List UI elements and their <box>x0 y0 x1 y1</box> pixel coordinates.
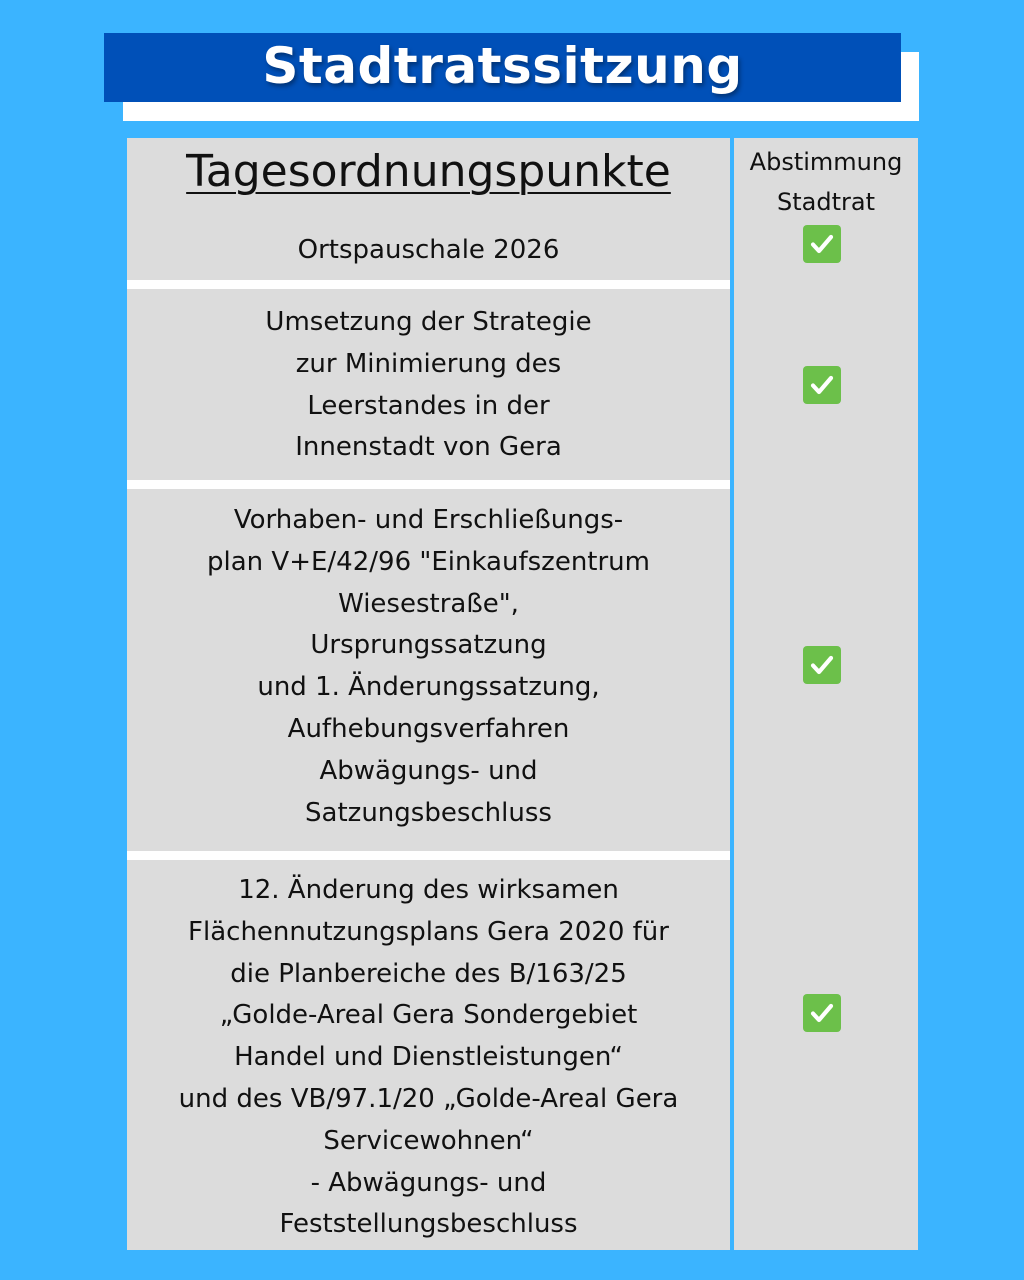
agenda-item-line: Flächennutzungsplans Gera 2020 für <box>188 916 669 947</box>
agenda-row-1 <box>127 138 730 280</box>
vote-header-line: Abstimmung <box>749 148 903 176</box>
agenda-item-line: Aufhebungsverfahren <box>287 713 570 744</box>
agenda-item-1-text <box>127 230 730 272</box>
agenda-item-line: Ursprungssatzung <box>310 630 547 661</box>
agenda-item-line: plan V+E/42/96 "Einkaufszentrum <box>207 546 650 577</box>
agenda-item-3-text <box>127 500 730 834</box>
agenda-row-3 <box>127 489 730 851</box>
agenda-item-line: Satzungsbeschluss <box>305 797 552 828</box>
agenda-item-line: Innenstadt von Gera <box>295 432 562 463</box>
agenda-item-line: Ortspauschale 2026 <box>297 235 560 265</box>
checkmark-glyph <box>807 998 837 1028</box>
checkmark-glyph <box>807 370 837 400</box>
agenda-item-line: Handel und Dienstleistungen“ <box>234 1042 623 1073</box>
vote-column <box>734 138 918 1250</box>
agenda-item-line: Vorhaben- und Erschließungs- <box>233 505 624 535</box>
check-icon <box>803 994 841 1032</box>
agenda-item-line: „Golde-Areal Gera Sondergebiet <box>219 1000 638 1031</box>
agenda-item-line: 12. Änderung des wirksamen <box>238 875 619 905</box>
checkmark-glyph <box>807 229 837 259</box>
checkmark-glyph <box>807 650 837 680</box>
agenda-item-line: Feststellungsbeschluss <box>279 1209 578 1240</box>
check-icon <box>803 646 841 684</box>
check-icon <box>803 225 841 263</box>
agenda-item-line: und des VB/97.1/20 „Golde-Areal Gera <box>178 1083 679 1114</box>
vote-header-line: Stadtrat <box>777 188 875 216</box>
agenda-item-line: Abwägungs- und <box>319 755 538 786</box>
agenda-item-line: zur Minimierung des <box>295 348 562 379</box>
vote-header <box>734 142 918 222</box>
agenda-item-line: Leerstandes in der <box>307 390 550 421</box>
agenda-item-line: Umsetzung der Strategie <box>265 307 592 337</box>
check-icon <box>803 366 841 404</box>
page-title: Stadtratssitzung <box>262 36 743 95</box>
agenda-item-line: Servicewohnen“ <box>323 1125 534 1156</box>
agenda-row-2 <box>127 289 730 480</box>
agenda-item-line: und 1. Änderungssatzung, <box>257 672 600 703</box>
agenda-item-4-text <box>127 870 730 1246</box>
agenda-row-4 <box>127 860 730 1250</box>
agenda-item-line: - Abwägungs- und <box>310 1167 547 1198</box>
agenda-item-line: die Planbereiche des B/163/25 <box>230 958 627 989</box>
agenda-item-2-text <box>127 302 730 469</box>
agenda-heading: Tagesordnungspunkte <box>186 146 671 197</box>
agenda-heading-wrap <box>127 146 730 200</box>
agenda-item-line: Wiesestraße", <box>338 588 519 619</box>
title-banner <box>104 33 901 102</box>
